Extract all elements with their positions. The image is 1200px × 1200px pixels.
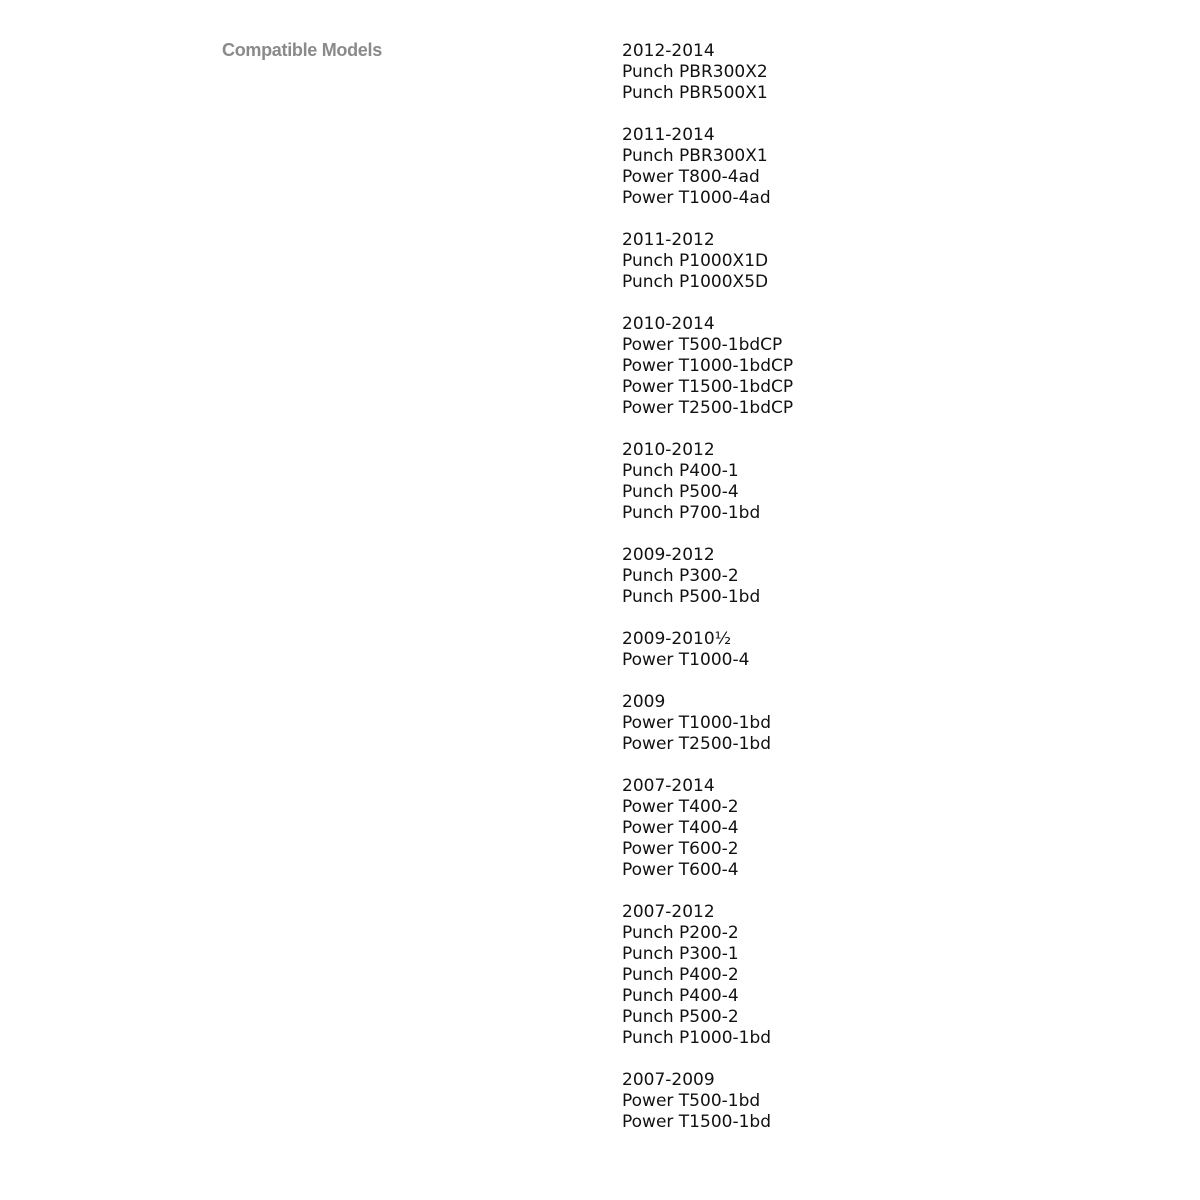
model-group bbox=[622, 314, 793, 419]
model-name: Power T1500-1bdCP bbox=[622, 377, 794, 397]
model-group bbox=[622, 230, 793, 293]
model-name: Power T1000-1bdCP bbox=[622, 356, 794, 376]
model-name: Punch P200-2 bbox=[622, 923, 739, 943]
model-name: Power T1000-4ad bbox=[622, 188, 771, 208]
model-group-years: 2012-2014 bbox=[622, 41, 715, 61]
model-name: Punch P1000X5D bbox=[622, 272, 769, 292]
model-name: Punch P300-1 bbox=[622, 944, 739, 964]
model-name: Punch PBR300X2 bbox=[622, 62, 768, 82]
model-group bbox=[622, 776, 793, 881]
model-group-years: 2007-2009 bbox=[622, 1070, 715, 1090]
model-name: Power T600-4 bbox=[622, 860, 739, 880]
model-group-years: 2007-2014 bbox=[622, 776, 715, 796]
model-name: Punch P400-4 bbox=[622, 986, 739, 1006]
model-name: Punch PBR500X1 bbox=[622, 83, 768, 103]
model-group-years: 2009-2012 bbox=[622, 545, 715, 565]
model-name: Power T1000-1bd bbox=[622, 713, 771, 733]
model-group bbox=[622, 902, 793, 1049]
model-group-years: 2010-2012 bbox=[622, 440, 715, 460]
model-name: Power T400-2 bbox=[622, 797, 739, 817]
model-group-years: 2007-2012 bbox=[622, 902, 715, 922]
model-name: Punch P500-4 bbox=[622, 482, 739, 502]
model-group-years: 2011-2012 bbox=[622, 230, 715, 250]
model-name: Power T800-4ad bbox=[622, 167, 760, 187]
model-group bbox=[622, 1070, 793, 1133]
model-group bbox=[622, 125, 793, 209]
model-group bbox=[622, 41, 793, 104]
model-name: Power T1000-4 bbox=[622, 650, 750, 670]
model-name: Punch PBR300X1 bbox=[622, 146, 768, 166]
model-group bbox=[622, 629, 793, 671]
model-group-years: 2011-2014 bbox=[622, 125, 715, 145]
model-name: Punch P400-1 bbox=[622, 461, 739, 481]
model-name: Punch P500-2 bbox=[622, 1007, 739, 1027]
compatible-models-heading: Compatible Models bbox=[222, 40, 382, 60]
model-group bbox=[622, 545, 793, 608]
model-name: Power T500-1bdCP bbox=[622, 335, 783, 355]
model-name: Power T2500-1bd bbox=[622, 734, 771, 754]
model-group-years: 2009-2010½ bbox=[622, 629, 732, 649]
model-name: Punch P300-2 bbox=[622, 566, 739, 586]
model-group-years: 2010-2014 bbox=[622, 314, 715, 334]
model-name: Power T1500-1bd bbox=[622, 1112, 771, 1132]
model-name: Punch P700-1bd bbox=[622, 503, 761, 523]
model-name: Power T400-4 bbox=[622, 818, 739, 838]
model-name: Power T500-1bd bbox=[622, 1091, 761, 1111]
model-name: Punch P1000-1bd bbox=[622, 1028, 772, 1048]
model-name: Power T2500-1bdCP bbox=[622, 398, 794, 418]
model-name: Punch P400-2 bbox=[622, 965, 739, 985]
model-group-years: 2009 bbox=[622, 692, 666, 712]
model-name: Punch P1000X1D bbox=[622, 251, 769, 271]
model-group bbox=[622, 692, 793, 755]
model-name: Punch P500-1bd bbox=[622, 587, 761, 607]
compatible-models-list bbox=[622, 41, 793, 1154]
model-group bbox=[622, 440, 793, 524]
model-name: Power T600-2 bbox=[622, 839, 739, 859]
